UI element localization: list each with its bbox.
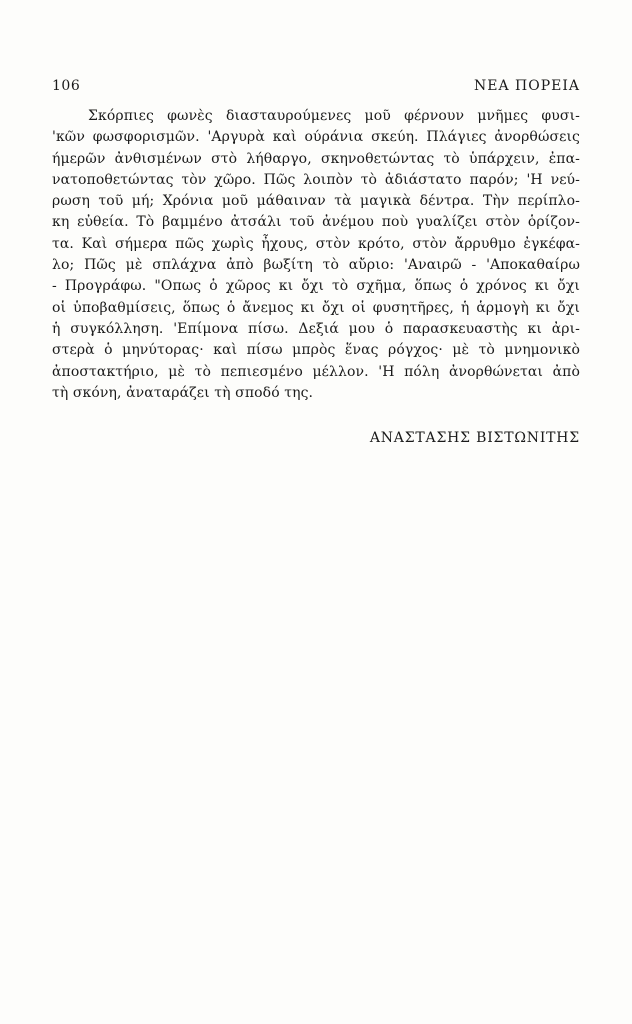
text-line: λο; Πῶς μὲ σπλάχνα ἀπὸ βωξίτη τὸ αὔριο: 'Αναιρῶ - 'Αποκαθαίρω xyxy=(52,257,580,274)
page-number: 106 xyxy=(52,78,81,94)
text-line: στερὰ ὁ μηνύτορας· καὶ πίσω μπρὸς ἕνας ρόγχος· μὲ τὸ μνημονικὸ xyxy=(52,342,580,359)
text-line: ἡ συγκόλληση. 'Επίμονα πίσω. Δεξιά μου ὁ παρασκευαστὴς κι ἀρι- xyxy=(52,320,580,337)
text-line: κη εὐθεία. Τὸ βαμμένο ἀτσάλι τοῦ ἀνέμου ποὺ γυαλίζει στὸν ὁρίζον- xyxy=(52,214,580,231)
text-line: ήμερῶν ἀνθισμένων στὸ λήθαργο, σκηνοθετώντας τὸ ὑπάρχειν, ἐπα- xyxy=(52,150,580,167)
text-line: - Προγράφω. "Οπως ὁ χῶρος κι ὄχι τὸ σχῆμα, ὅπως ὁ χρόνος κι ὄχι xyxy=(52,278,580,295)
text-line: Σκόρπιες φωνὲς διασταυρούμενες μοῦ φέρνουν μνῆμες φυσι- xyxy=(88,108,580,124)
text-line: τα. Καὶ σήμερα πῶς χωρὶς ἦχους, στὸν κρότο, στὸν ἄρρυθμο ἐγκέφα- xyxy=(52,235,580,252)
author-signature: ΑΝΑΣΤΑΣΗΣ ΒΙΣΤΩΝΙΤΗΣ xyxy=(369,430,580,446)
text-line: ρωση τοῦ μή; Χρόνια μοῦ μάθαιναν τὰ μαγικὰ δέντρα. Τὴν περίπλο- xyxy=(52,193,580,210)
text-line: νατοποθετώντας τὸν χῶρο. Πῶς λοιπὸν τὸ ἀδιάστατο παρόν; 'Η νεύ- xyxy=(52,171,580,188)
paragraph xyxy=(52,106,580,404)
text-line: τὴ σκόνη, ἀναταράζει τὴ σποδό της. xyxy=(52,384,314,401)
text-line: ἀποστακτήριο, μὲ τὸ πεπιεσμένο μέλλον. 'Η πόλη ἀνορθώνεται ἀπὸ xyxy=(52,363,580,380)
text-line: 'κῶν φωσφορισμῶν. 'Αργυρὰ καὶ ούράνια σκεύη. Πλάγιες ἀνορθώσεις xyxy=(52,129,580,146)
running-head: ΝΕΑ ΠΟΡΕΙΑ xyxy=(474,78,580,94)
text-line: οἱ ὑποβαθμίσεις, ὅπως ὁ ἄνεμος κι ὄχι οἱ φυσητῆρες, ἡ ἁρμογὴ κι ὄχι xyxy=(52,299,580,316)
page-header xyxy=(52,78,580,98)
